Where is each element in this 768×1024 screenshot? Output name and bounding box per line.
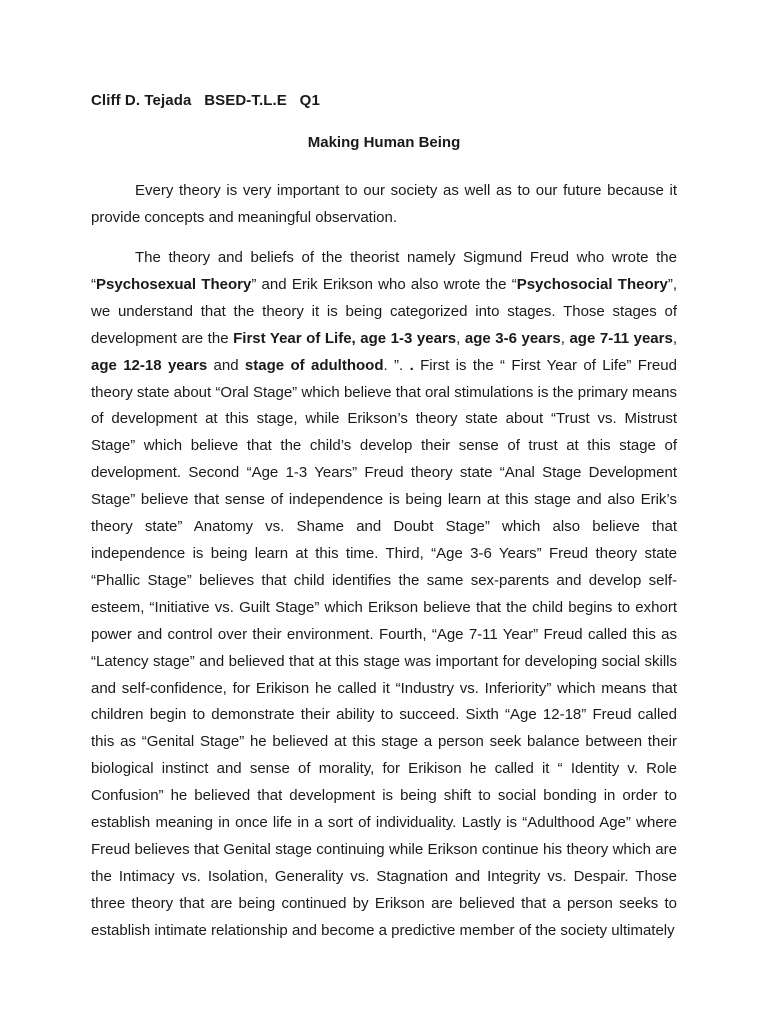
bold-term-age-7-11: age 7-11 years (569, 329, 673, 347)
bold-term-age-3-6: age 3-6 years (464, 329, 561, 347)
text-run: , (456, 329, 465, 347)
text-run: , (560, 329, 570, 347)
document-title (0, 134, 768, 151)
paragraph-intro (91, 178, 677, 232)
bold-term-age-12-18: age 12-18 years (91, 356, 208, 374)
text-run: and (207, 356, 245, 374)
paragraph-theories-text (91, 245, 677, 945)
bold-term-adulthood: stage of adulthood (244, 356, 384, 374)
paragraph-theories (91, 245, 677, 945)
paragraph-intro-text: Every theory is very important to our society as well as to our future because it provide concepts and meaningful observation. (91, 182, 677, 226)
author-header: Cliff D. Tejada BSED-T.L.E Q1 (91, 92, 320, 109)
bold-term-psychosexual: Psychosexual Theory (96, 275, 252, 293)
text-run: First is the “ First Year of Life” Freud theory state about “Oral Stage” which believe that oral stimulations is the primary means of development at this stage, while Erikson’s theory state about “Trust vs. Mistrust Stage” which believe that the child’s develop their sense of trust at this stage of development. Second “Age 1-3 Years” Freud theory state “Anal Stage Development Stage” believe that sense of independence is being learn at this stage and also Erik’s theory state” Anatomy vs. Shame and Doubt Stage” which also believe that independence is being learn at this time. Third, “Age 3-6 Years” Freud theory state “Phallic Stage” believes that child identifies the same sex-parents and develop self-esteem, “Initiative vs. Guilt Stage” which Erikson believe that the child begins to exhort power and control over their environment. Fourth, “Age 7-11 Year” Freud called this as “Latency stage” and believed that at this stage was important for developing social skills and self-confidence, for Erikison he called it “Industry vs. Inferiority” which means that children begin to demonstrate their ability to succeed. Sixth “Age 12-18” Freud called this as “Genital Stage” he believed at this stage a person seek balance between their biological instinct and sense of morality, for Erikison he called it “ Identity v. Role Confusion” he believed that development is being shift to social bonding in order to establish meaning in once life in a sort of individuality. Lastly is “Adulthood Age” where Freud believes that Genital stage continuing while Erikson continue his theory which are the Intimacy vs. Isolation, Generality vs. Stagnation and Integrity vs. Despair. Those three theory that are being continued by Erikson are believed that a person seeks to establish intimate relationship and become a predictive member of the society ultimately (91, 356, 677, 939)
text-run: . ”. (383, 356, 410, 374)
bold-term-first-year: First Year of Life, age 1-3 years (233, 329, 457, 347)
title-text: Making Human Being (307, 134, 461, 151)
text-run: , (672, 329, 677, 347)
bold-term-psychosocial: Psychosocial Theory (516, 275, 668, 293)
text-run: ” and Erik Erikson who also wrote the “ (251, 275, 517, 293)
text-run: ”, we understand that the theory it is being categorized into stages. Those stages of development are the (91, 275, 677, 347)
bold-dot: . (409, 356, 414, 374)
text-run: The theory and beliefs of the theorist namely Sigmund Freud who wrote the “ (91, 249, 677, 293)
